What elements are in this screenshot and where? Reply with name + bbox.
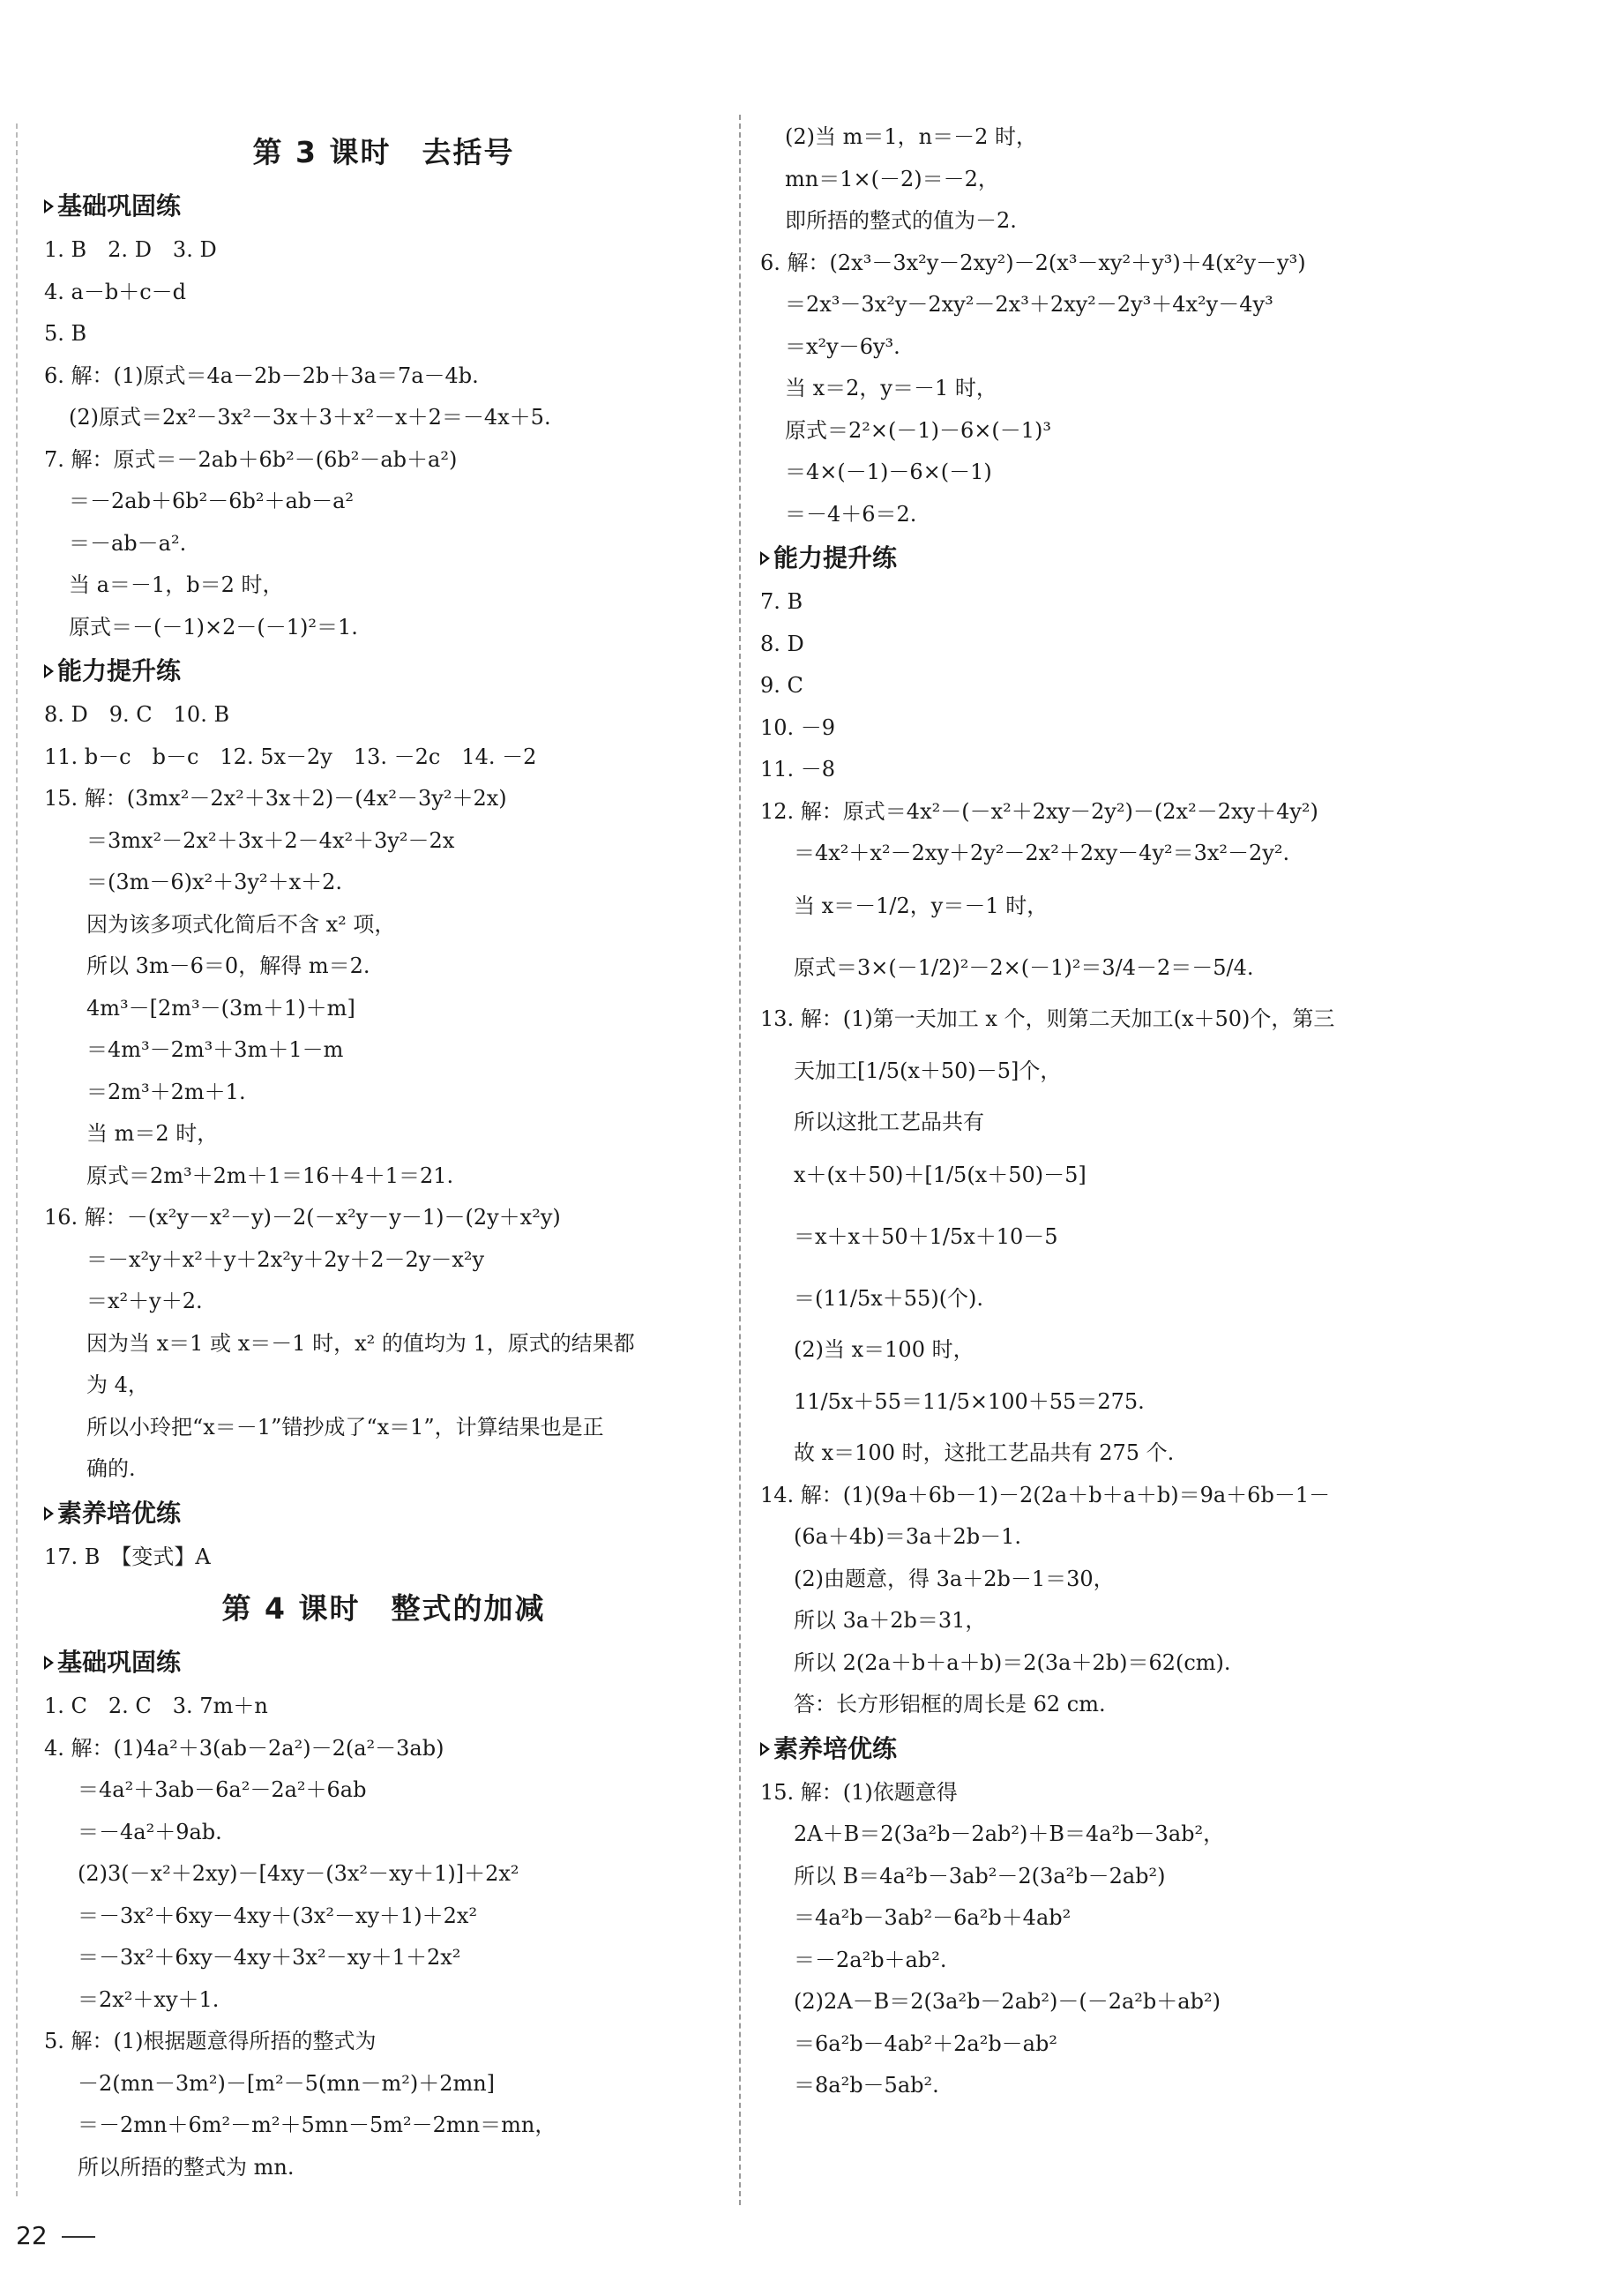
answer-line: ＝x²y－6y³. (785, 333, 900, 359)
answer-line: ＝4x²＋x²－2xy＋2y²－2x²＋2xy－4y²＝3x²－2y². (794, 841, 1290, 865)
answer-line: 所以这批工艺品共有 (794, 1110, 984, 1134)
lesson-title: 第 4 课时 整式的加减 (221, 1591, 546, 1626)
section-heading (44, 648, 723, 694)
answer-line: 即所捂的整式的值为－2. (785, 208, 1017, 233)
answer-line: (2)原式＝2x²－3x²－3x＋3＋x²－x＋2＝－4x＋5. (69, 405, 551, 430)
answer-line: 故 x＝100 时，这批工艺品共有 275 个. (794, 1440, 1175, 1465)
answer-line: 15. 解：(1)依题意得 (760, 1779, 958, 1805)
answer-line: ＝－3x²＋6xy－4xy＋(3x²－xy＋1)＋2x² (78, 1903, 478, 1928)
answer-line: ＝－4＋6＝2. (785, 501, 917, 527)
answer-line: mn＝1×(－2)＝－2， (785, 166, 999, 191)
answer-line: ＝－2a²b＋ab². (794, 1947, 947, 1972)
answer-line: 13. 解：(1)第一天加工 x 个，则第二天加工(x＋50)个，第三 (760, 1006, 1335, 1031)
answer-line: 所以小玲把“x＝－1”错抄成了“x＝1”，计算结果也是正 (86, 1414, 604, 1440)
triangle-bullet-icon (44, 664, 54, 678)
column-divider (739, 115, 741, 2205)
answer-line: ＝－ab－a². (69, 530, 187, 556)
answer-line: 为 4， (86, 1372, 149, 1397)
answer-line: 17. B 【变式】A (44, 1544, 211, 1569)
answer-line: ＝4×(－1)－6×(－1) (785, 460, 992, 484)
answer-line: 10. －9 (760, 714, 836, 740)
section-heading-label: 基础巩固练 (57, 191, 182, 221)
answer-line: 11/5x＋55＝11/5×100＋55＝275. (794, 1389, 1145, 1414)
triangle-bullet-icon (44, 1507, 54, 1521)
answer-line: 因为当 x＝1 或 x＝－1 时，x² 的值均为 1，原式的结果都 (86, 1330, 635, 1356)
answer-line: 15. 解：(3mx²－2x²＋3x＋2)－(4x²－3y²＋2x) (44, 786, 507, 811)
answer-line: (2)由题意，得 3a＋2b－1＝30， (794, 1566, 1115, 1591)
answer-line: 所以 3a＋2b＝31， (794, 1608, 987, 1633)
answer-line: ＝4a²b－3ab²－6a²b＋4ab² (794, 1905, 1072, 1930)
answer-line: (6a＋4b)＝3a＋2b－1. (794, 1524, 1022, 1549)
section-heading-label: 素养培优练 (773, 1733, 898, 1763)
answer-line: ＝6a²b－4ab²＋2a²b－ab² (794, 2031, 1057, 2056)
answer-line: ＝x²＋y＋2. (86, 1289, 203, 1313)
answer-line: 当 x＝－1/2，y＝－1 时， (794, 893, 1049, 918)
section-heading (44, 1491, 723, 1537)
triangle-bullet-icon (760, 551, 770, 565)
section-heading (760, 1726, 1572, 1772)
answer-line: ＝(11/5x＋55)(个). (794, 1285, 984, 1311)
answer-line: ＝2x³－3x²y－2xy²－2x³＋2xy²－2y³＋4x²y－4y³ (785, 292, 1273, 317)
triangle-bullet-icon (760, 1742, 770, 1756)
answer-line: 12. 解：原式＝4x²－(－x²＋2xy－2y²)－(2x²－2xy＋4y²) (760, 798, 1318, 824)
answer-line: 原式＝2m³＋2m＋1＝16＋4＋1＝21. (86, 1163, 454, 1188)
answer-line: 7. B (760, 589, 803, 614)
section-heading (760, 535, 1572, 581)
answer-line: 8. D (760, 631, 804, 656)
answer-line: ＝－2mn＋6m²－m²＋5mn－5m²－2mn＝mn， (78, 2113, 556, 2137)
answer-line: 1. C 2. C 3. 7m＋n (44, 1694, 268, 1718)
section-heading-label: 基础巩固练 (57, 1648, 182, 1677)
page-number: 22 (16, 2221, 48, 2250)
answer-line: 11. b－c b－c 12. 5x－2y 13. －2c 14. －2 (44, 744, 537, 769)
answer-line: 14. 解：(1)(9a＋6b－1)－2(2a＋b＋a＋b)＝9a＋6b－1－ (760, 1482, 1331, 1507)
left-column (44, 122, 723, 2188)
answer-line: 当 a＝－1，b＝2 时， (69, 572, 284, 597)
answer-line: 原式＝3×(－1/2)²－2×(－1)²＝3/4－2＝－5/4. (794, 954, 1254, 980)
answer-line: －2(mn－3m²)－[m²－5(mn－m²)＋2mn] (78, 2070, 496, 2096)
section-heading-label: 能力提升练 (773, 543, 898, 572)
answer-line: ＝－2ab＋6b²－6b²＋ab－a² (69, 489, 355, 513)
answer-line: 9. C (760, 673, 803, 698)
answer-line: 16. 解：－(x²y－x²－y)－2(－x²y－y－1)－(2y＋x²y) (44, 1205, 561, 1230)
answer-line: ＝3mx²－2x²＋3x＋2－4x²＋3y²－2x (86, 827, 455, 853)
section-heading-label: 素养培优练 (57, 1498, 182, 1528)
right-column (760, 116, 1572, 2107)
answer-line: 确的. (86, 1456, 136, 1481)
answer-line: (2)当 x＝100 时， (794, 1336, 974, 1362)
margin-dashed-line (16, 123, 18, 2196)
answer-line: ＝2m³＋2m＋1. (86, 1079, 246, 1104)
answer-line: 4. 解：(1)4a²＋3(ab－2a²)－2(a²－3ab) (44, 1735, 444, 1761)
answer-line: 当 m＝2 时， (86, 1121, 219, 1146)
answer-line: 所以 2(2a＋b＋a＋b)＝2(3a＋2b)＝62(cm). (794, 1649, 1231, 1675)
answer-line: x＋(x＋50)＋[1/5(x＋50)－5] (794, 1162, 1086, 1187)
answer-line: ＝(3m－6)x²＋3y²＋x＋2. (86, 870, 343, 894)
answer-line: (2)3(－x²＋2xy)－[4xy－(3x²－xy＋1)]＋2x² (78, 1861, 519, 1886)
answer-line: ＝x＋x＋50＋1/5x＋10－5 (794, 1223, 1058, 1249)
answer-line: 原式＝－(－1)×2－(－1)²＝1. (69, 614, 358, 639)
lesson-title: 第 3 课时 去括号 (252, 135, 515, 169)
answer-line: 4m³－[2m³－(3m＋1)＋m] (86, 995, 355, 1021)
answer-line: ＝－x²y＋x²＋y＋2x²y＋2y＋2－2y－x²y (86, 1246, 485, 1272)
answer-line: 所以所捂的整式为 mn. (78, 2154, 295, 2180)
triangle-bullet-icon (44, 199, 54, 213)
answer-line: ＝－4a²＋9ab. (78, 1819, 222, 1844)
answer-line: (2)2A－B＝2(3a²b－2ab²)－(－2a²b＋ab²) (794, 1989, 1221, 2014)
answer-line: ＝4m³－2m³＋3m＋1－m (86, 1037, 344, 1062)
answer-line: 所以 3m－6＝0，解得 m＝2. (86, 954, 370, 978)
triangle-bullet-icon (44, 1656, 54, 1670)
section-heading (44, 183, 723, 229)
answer-line: 所以 B＝4a²b－3ab²－2(3a²b－2ab²) (794, 1863, 1166, 1888)
answer-line: 5. B (44, 321, 87, 346)
answer-line: 4. a－b＋c－d (44, 279, 187, 304)
answer-line: 6. 解：(1)原式＝4a－2b－2b＋3a＝7a－4b. (44, 363, 479, 388)
answer-line: 当 x＝2，y＝－1 时， (785, 376, 997, 400)
answer-line: 原式＝2²×(－1)－6×(－1)³ (785, 417, 1051, 443)
answer-line: ＝2x²＋xy＋1. (78, 1986, 220, 2012)
answer-line: ＝－3x²＋6xy－4xy＋3x²－xy＋1＋2x² (78, 1945, 461, 1970)
section-heading-label: 能力提升练 (57, 656, 182, 685)
answer-line: 2A＋B＝2(3a²b－2ab²)＋B＝4a²b－3ab²， (794, 1821, 1225, 1846)
answer-line: 5. 解：(1)根据题意得所捂的整式为 (44, 2029, 377, 2053)
answer-line: 1. B 2. D 3. D (44, 237, 217, 262)
section-heading (44, 1640, 723, 1686)
answer-line: 6. 解：(2x³－3x²y－2xy²)－2(x³－xy²＋y³)＋4(x²y－y³) (760, 250, 1306, 275)
answer-line: 8. D 9. C 10. B (44, 702, 230, 727)
answer-line: 答：长方形铝框的周长是 62 cm. (794, 1692, 1106, 1716)
answer-line: 天加工[1/5(x＋50)－5]个， (794, 1058, 1062, 1083)
answer-line: 因为该多项式化简后不含 x² 项， (86, 911, 396, 937)
answer-line: 7. 解：原式＝－2ab＋6b²－(6b²－ab＋a²) (44, 446, 458, 472)
page-number-dash (62, 2236, 95, 2238)
answer-line: ＝4a²＋3ab－6a²－2a²＋6ab (78, 1777, 367, 1802)
answer-line: (2)当 m＝1，n＝－2 时， (785, 124, 1038, 149)
answer-line: ＝8a²b－5ab². (794, 2073, 939, 2098)
answer-line: 11. －8 (760, 757, 836, 782)
